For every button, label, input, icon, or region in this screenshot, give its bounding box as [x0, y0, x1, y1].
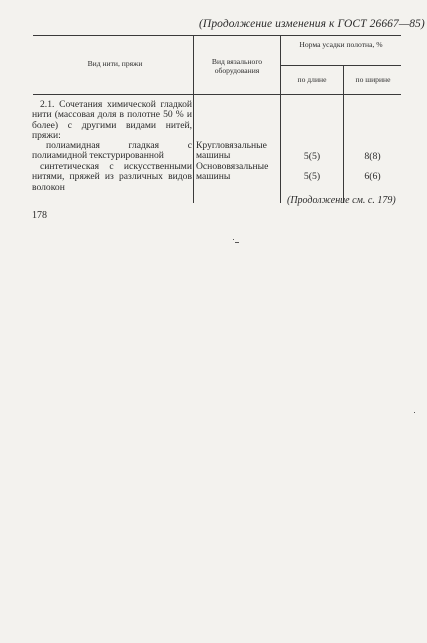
- continuation-note: (Продолжение см. с. 179): [287, 195, 396, 206]
- col-divider-1: [193, 35, 194, 203]
- row-1-yarn: полиамидная гладкая с полиамидной текстурированной: [32, 140, 192, 162]
- scan-speck: [233, 239, 234, 240]
- row-2-width: 6(6): [364, 171, 381, 182]
- col-divider-3: [343, 65, 344, 203]
- scan-speck: [235, 242, 239, 243]
- table-top-rule: [33, 35, 401, 36]
- row-2-equipment: Основовязальные машины: [196, 161, 269, 183]
- col-header-length: по длине: [297, 75, 327, 84]
- row-2-length: 5(5): [303, 171, 321, 182]
- page-number: 178: [32, 210, 47, 221]
- row-1-equipment: Кругловязальные машины: [196, 140, 267, 162]
- row-1-length: 5(5): [303, 151, 321, 162]
- norm-subheader-rule: [280, 65, 401, 66]
- row-2-yarn: синтетическая с искусственными нитями, пряжей из различных видов волокон: [32, 161, 192, 193]
- col-header-yarn: Вид нити, пряжи: [87, 59, 143, 68]
- scan-speck: [414, 412, 415, 413]
- col-header-width: по ширине: [355, 75, 391, 84]
- row-1-width: 8(8): [364, 151, 381, 162]
- section-title: 2.1. Сочетания химической гладкой нити (массовая доля в полотне 50 % и более) с другими видами нитей, пряжи:: [32, 99, 192, 141]
- running-header: (Продолжение изменения к ГОСТ 26667—85): [199, 18, 425, 30]
- col-header-norm: Норма усадки полотна, %: [299, 40, 383, 49]
- header-bottom-rule: [33, 94, 401, 95]
- col-header-equipment: Вид вязального оборудования: [211, 57, 263, 75]
